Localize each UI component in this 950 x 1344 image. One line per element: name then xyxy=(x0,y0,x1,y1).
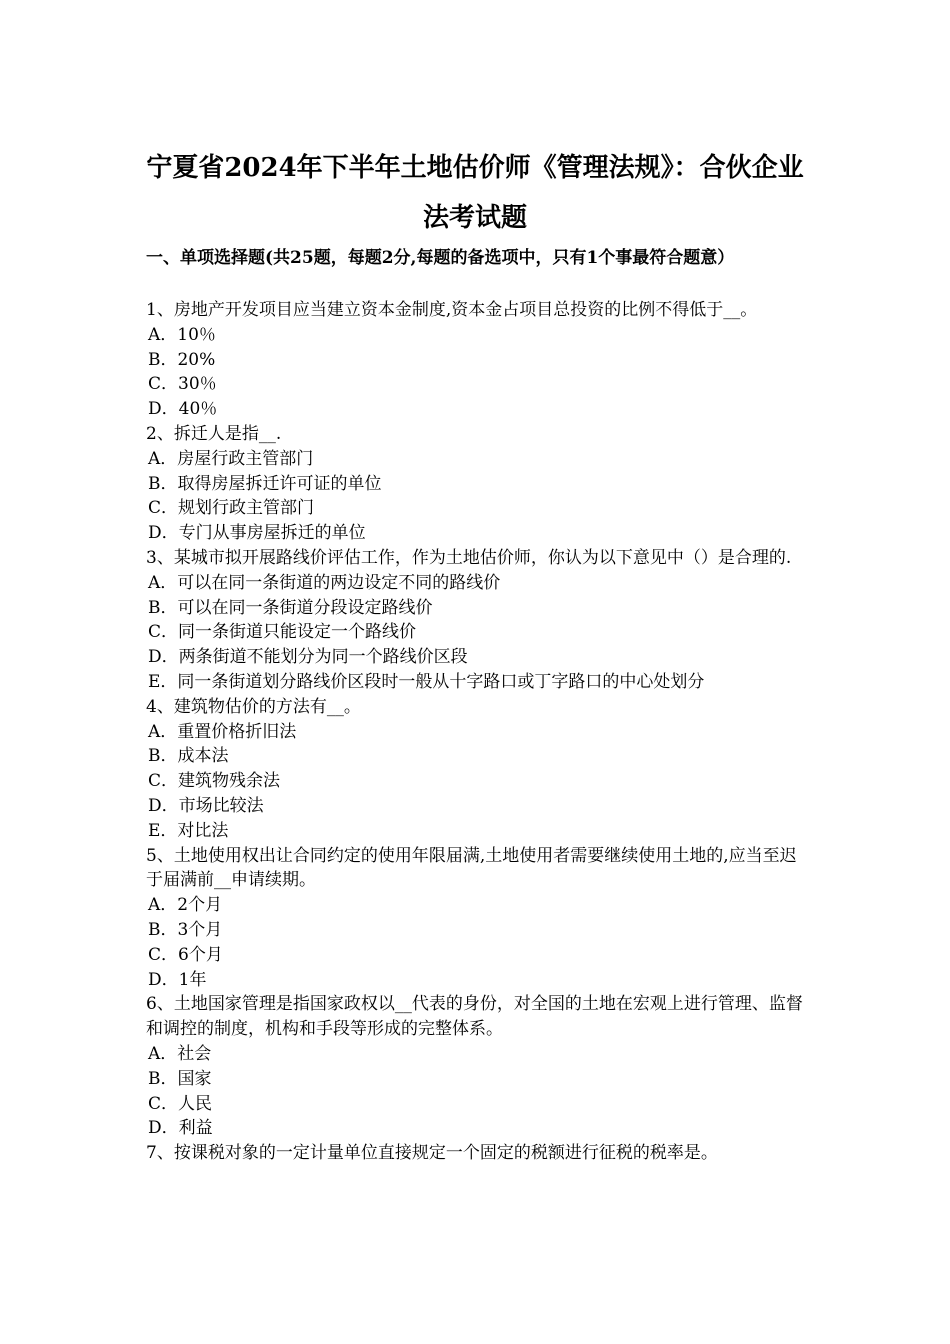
question-stem: 6、土地国家管理是指国家政权以__代表的身份，对全国的土地在宏观上进行管理、监督和调控的制度，机构和手段等形成的完整体系。 xyxy=(146,994,803,1040)
answer-option: C．同一条街道只能设定一个路线价 xyxy=(148,622,417,643)
answer-option: B．国家 xyxy=(148,1068,212,1089)
question-stem: 7、按课税对象的一定计量单位直接规定一个固定的税额进行征税的税率是。 xyxy=(146,1143,718,1164)
answer-option: D．两条街道不能划分为同一个路线价区段 xyxy=(148,647,468,668)
answer-option: C．人民 xyxy=(148,1093,213,1114)
answer-option: B．20% xyxy=(148,349,216,370)
document-title-line-2: 法考试题 xyxy=(422,203,527,233)
answer-option: C．建筑物残余法 xyxy=(148,771,281,792)
answer-option: A．10％ xyxy=(148,324,216,345)
answer-option: B．3个月 xyxy=(148,919,223,940)
question-stem: 4、建筑物估价的方法有__。 xyxy=(146,696,361,717)
answer-option: D．40％ xyxy=(148,399,218,420)
answer-option: E．同一条街道划分路线价区段时一般从十字路口或丁字路口的中心处划分 xyxy=(148,671,705,692)
answer-option: A．重置价格折旧法 xyxy=(148,721,297,742)
answer-option: C．30％ xyxy=(148,374,217,395)
question-stem: 2、拆迁人是指__. xyxy=(146,423,282,444)
answer-option: B．取得房屋拆迁许可证的单位 xyxy=(148,473,382,494)
question-stem: 1、房地产开发项目应当建立资本金制度,资本金占项目总投资的比例不得低于__。 xyxy=(146,300,758,320)
question-stem: 3、某城市拟开展路线价评估工作，作为土地估价师，你认为以下意见中（）是合理的. xyxy=(146,547,792,568)
answer-option: B．成本法 xyxy=(148,746,229,767)
answer-option: D．利益 xyxy=(148,1118,213,1139)
answer-option: D．市场比较法 xyxy=(148,795,264,816)
answer-option: B．可以在同一条街道分段设定路线价 xyxy=(148,597,433,618)
answer-option: C．规划行政主管部门 xyxy=(148,498,315,519)
question-stem: 5、土地使用权出让合同约定的使用年限届满,土地使用者需要继续使用土地的,应当至迟于届满前__申请续期。 xyxy=(146,845,797,891)
answer-option: D．专门从事房屋拆迁的单位 xyxy=(148,523,366,544)
answer-option: C．6个月 xyxy=(148,944,223,965)
question-list xyxy=(146,298,812,1166)
answer-option: A．可以在同一条街道的两边设定不同的路线价 xyxy=(148,572,501,593)
section-heading: 一、单项选择题(共25题，每题2分,每题的备选项中，只有1个事最符合题意） xyxy=(146,248,735,268)
answer-option: D．1年 xyxy=(148,969,207,990)
document-title-line-1: 宁夏省2024年下半年土地估价师《管理法规》：合伙企业 xyxy=(146,153,804,183)
answer-option: A．社会 xyxy=(148,1043,212,1064)
answer-option: E．对比法 xyxy=(148,820,229,841)
answer-option: A．房屋行政主管部门 xyxy=(148,448,314,469)
answer-option: A．2个月 xyxy=(148,895,223,916)
